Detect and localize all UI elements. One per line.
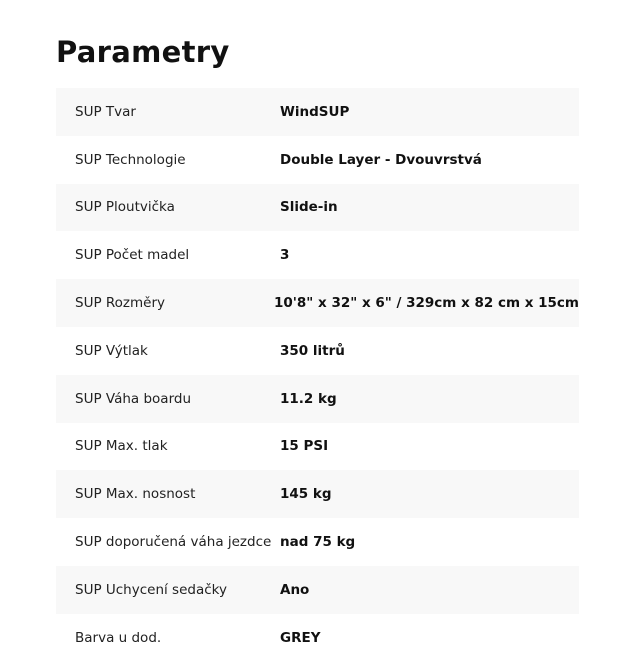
- param-value: nad 75 kg: [280, 534, 356, 551]
- param-row-volume: [56, 327, 579, 375]
- param-label: SUP Výtlak: [75, 342, 148, 359]
- param-value: 11.2 kg: [280, 390, 337, 407]
- parameters-table: [56, 88, 579, 662]
- param-row-seat-mount: [56, 566, 579, 614]
- param-label: SUP Ploutvička: [75, 199, 175, 216]
- param-row-dimensions: [56, 279, 579, 327]
- param-row-color: [56, 614, 579, 662]
- param-value: 145 kg: [280, 486, 332, 503]
- param-label: SUP Rozměry: [75, 295, 165, 312]
- param-label: SUP Technologie: [75, 151, 186, 168]
- param-value: WindSUP: [280, 103, 350, 120]
- param-value: Double Layer - Dvouvrstvá: [280, 151, 482, 168]
- param-row-handles: [56, 231, 579, 279]
- param-label: SUP Uchycení sedačky: [75, 581, 227, 598]
- param-value: Slide-in: [280, 199, 338, 216]
- param-value: GREY: [280, 629, 321, 646]
- param-row-max-load: [56, 470, 579, 518]
- param-value: 10'8" x 32" x 6" / 329cm x 82 cm x 15cm: [273, 295, 579, 312]
- param-row-rider-weight: [56, 518, 579, 566]
- section-title: Parametry: [56, 35, 230, 69]
- param-label: SUP Max. nosnost: [75, 486, 196, 503]
- param-label: SUP Počet madel: [75, 247, 190, 264]
- param-row-fin: [56, 184, 579, 232]
- param-row-technology: [56, 136, 579, 184]
- param-row-board-weight: [56, 375, 579, 423]
- param-label: Barva u dod.: [75, 629, 162, 646]
- param-value: Ano: [280, 581, 310, 598]
- param-label: SUP doporučená váha jezdce: [75, 534, 272, 551]
- param-label: SUP Váha boardu: [75, 390, 192, 407]
- param-label: SUP Tvar: [75, 103, 136, 120]
- param-value: 3: [280, 247, 290, 264]
- param-row-shape: [56, 88, 579, 136]
- param-value: 350 litrů: [280, 342, 345, 359]
- param-row-max-pressure: [56, 423, 579, 471]
- param-label: SUP Max. tlak: [75, 438, 168, 455]
- param-value: 15 PSI: [280, 438, 329, 455]
